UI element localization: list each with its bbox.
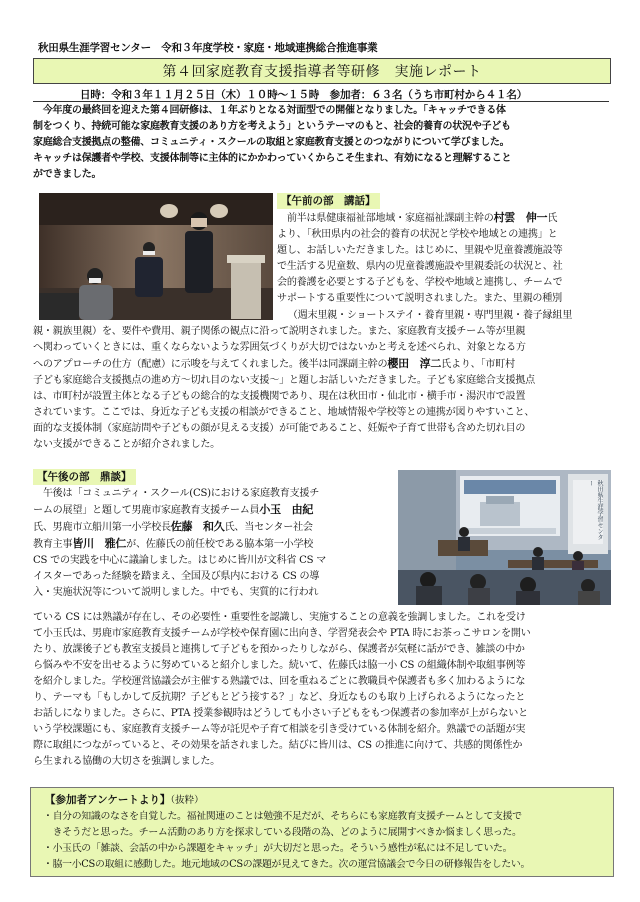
text-line: ら悩みや不安を出せるように努めていると紹介しました。続いて、佐藤氏は脇一小 CS の組織体制や取組事例等	[33, 660, 526, 671]
text-line: 氏、男鹿市立船川第一小学校長佐藤 和久氏、当センター社会	[33, 520, 313, 533]
text-line: 教育主事皆川 雅仁が、佐藤氏の前任校である脇本第一小学校	[33, 537, 314, 550]
text-line: いう学校課題にも、家庭教育支援チーム等が託児や子育て相談を引き受けている体制を紹介。熟議での話題が実	[33, 724, 526, 735]
afternoon-section-heading: 【午後の部 鼎談】	[33, 469, 136, 485]
text-line: を紹介しました。学校運営協議会が主催する熟議では、回を重ねるごとに教職員や保護者も多く加わるようにな	[33, 676, 526, 687]
organization-header: 秋田県生涯学習センター 令和３年度学校・家庭・地域連携総合推進事業	[38, 42, 378, 54]
intro-line: ができました。	[33, 169, 102, 180]
morning-lecture-text-continued	[33, 308, 572, 453]
survey-item: ・小玉氏の「雑談、会話の中から課題をキャッチ」が大切だと思った。そういう感性が私には不足していた。	[43, 843, 513, 854]
text-line: 際に取組につながっていると、その効果を話されました。結びに皆川は、CS の推進に向けて、共感的関係性か	[33, 740, 523, 751]
divider	[33, 101, 609, 102]
survey-item: ・脇一小CSの取組に感動した。地元地域のCSの課題が見えてきた。次の運営協議会で今日の研修報告をしたい。	[43, 859, 531, 870]
text-line: 前半は県健康福祉部地域・家庭福祉課副主幹の村雲 伸一氏	[277, 211, 558, 224]
afternoon-discussion-text	[33, 486, 326, 601]
text-line: は、市町村が設置主体となる子どもの総合的な支援機関であり、現在は秋田市・仙北市・横手市・湯沢市で設置	[33, 391, 526, 402]
text-line: たり、放課後子ども教室支援員と連携して子どもを預かったりしながら、保護者が気軽に話ができ、雑談の中か	[33, 644, 525, 655]
event-info: 日時：令和３年１１月２５日（木）１０時～１５時 参加者：６３名（うち市町村から４１名）	[80, 89, 528, 101]
text-line: 面的な支援体制（家庭訪問や子どもの顔が見える支援）が可能であること、妊娠や子育て世帯も含めた切れ目の	[33, 423, 526, 434]
text-line: ームの展望」と題して男鹿市家庭教育支援チーム員小玉 由紀	[33, 503, 314, 516]
text-line: ら生まれる協働の大切さを強調しました。	[33, 756, 221, 767]
survey-note: （抜粋）	[170, 795, 204, 806]
text-line: で生活する児童数、県内の児童養護施設や里親委託の状況と、社	[277, 261, 563, 272]
text-line: 題し、お話しいただきました。はじめに、里親や児童養護施設等	[277, 245, 563, 256]
text-line: 会的養護を必要とする子どもを、学校や地域と連携し、チームで	[277, 277, 563, 288]
intro-line: 今年度の最終回を迎えた第４回研修は、１年ぶりとなる対面型での開催となりました。「キャッチできる体	[33, 105, 506, 116]
intro-line: キャッチは保護者や学校、支援体制等に主体的にかかわっていくからこそ生まれ、有効になると理解すること	[33, 153, 512, 164]
lecture-photo	[39, 193, 273, 320]
survey-title: 【参加者アンケートより】	[45, 794, 171, 806]
text-line: 入・実施状況等について説明しました。中でも、実質的に行われ	[33, 587, 319, 598]
report-title: 第４回家庭教育支援指導者等研修 実施レポート	[33, 58, 611, 84]
morning-section-heading: 【午前の部 講話】	[277, 193, 380, 209]
text-line: り、テーマも「もしかして反抗期？子どもとどう接する？」など、身近なものも取り上げられるようになったと	[33, 692, 526, 703]
morning-lecture-text	[277, 210, 562, 307]
text-line: CS での実践を中心に議論しました。はじめに皆川が文科省 CS マ	[33, 555, 327, 566]
survey-item: きそうだと思った。チーム活動のあり方を探求している段階の為、どのように展開すべきか悩ましく思った。	[43, 827, 522, 838]
text-line: 親・親族里親）を、要件や費用、親子関係の観点に沿って説明されました。また、家庭教育支援チーム等が里親	[33, 326, 526, 337]
intro-paragraph	[33, 103, 511, 183]
afternoon-discussion-text-continued	[33, 610, 531, 770]
survey-item: ・自分の知識のなさを自覚した。福祉関連のことは勉強不足だが、そちらにも家庭教育支援チームとして支援で	[43, 811, 522, 822]
intro-line: 家庭総合支援拠点の整備、コミュニティ・スクールの取組と家庭教育支援とのつながりについて学びました。	[33, 137, 510, 148]
text-line: 午後は「コミュニティ・スクール(CS)における家庭教育支援チ	[33, 488, 320, 499]
panel-discussion-photo	[398, 470, 611, 605]
text-line: イスターであった経験を踏まえ、全国及び県内における CS の導	[33, 571, 320, 582]
venue-sign: 秋田県生涯学習センター	[587, 480, 603, 540]
survey-box	[30, 787, 614, 877]
text-line: より、「秋田県内の社会的養育の状況と学校や地域との連携」と	[277, 229, 558, 240]
text-line: （週末里親・ショートステイ・養育里親・専門里親・養子縁組里	[283, 310, 573, 321]
text-line: お話しになりました。さらに、PTA 授業参観時はどうしても小さい子どもをもつ保護者の参加率が上がらないと	[33, 708, 528, 719]
text-line: ない支援ができることが紹介されました。	[33, 439, 221, 450]
text-line: ている CS には熟議が存在し、その必要性・重要性を認識し、実施することの意義を強調しました。これを受け	[33, 612, 526, 623]
text-line: されています。ここでは、身近な子ども支援の相談ができること、地域情報や学校等との連携が図りやすいこと、	[33, 407, 535, 418]
text-line: 子ども家庭総合支援拠点の進め方～切れ目のない支援～」と題しお話しいただきました。子ども家庭総合支援拠点	[33, 375, 536, 386]
text-line: へ関わっていくときには、重くならないような雰囲気づくりが大切ではないかと考えを述べられ、対象となる方	[33, 342, 526, 353]
text-line: へのアプローチの仕方（配慮）に示唆を与えてくれました。後半は同課副主幹の櫻田 淳二氏より、「市町村	[33, 357, 515, 370]
text-line: サポートする重要性について説明されました。また、里親の種別	[277, 293, 562, 304]
intro-line: 制をつくり、持続可能な家庭教育支援のあり方を考えよう」というテーマのもと、社会的養育の状況や子ども	[33, 121, 511, 132]
survey-heading	[45, 792, 204, 807]
text-line: て小玉氏は、男鹿市家庭教育支援チームが学校や保育園に出向き、学習発表会や PTA 時にお茶っこサロンを開い	[33, 628, 531, 639]
